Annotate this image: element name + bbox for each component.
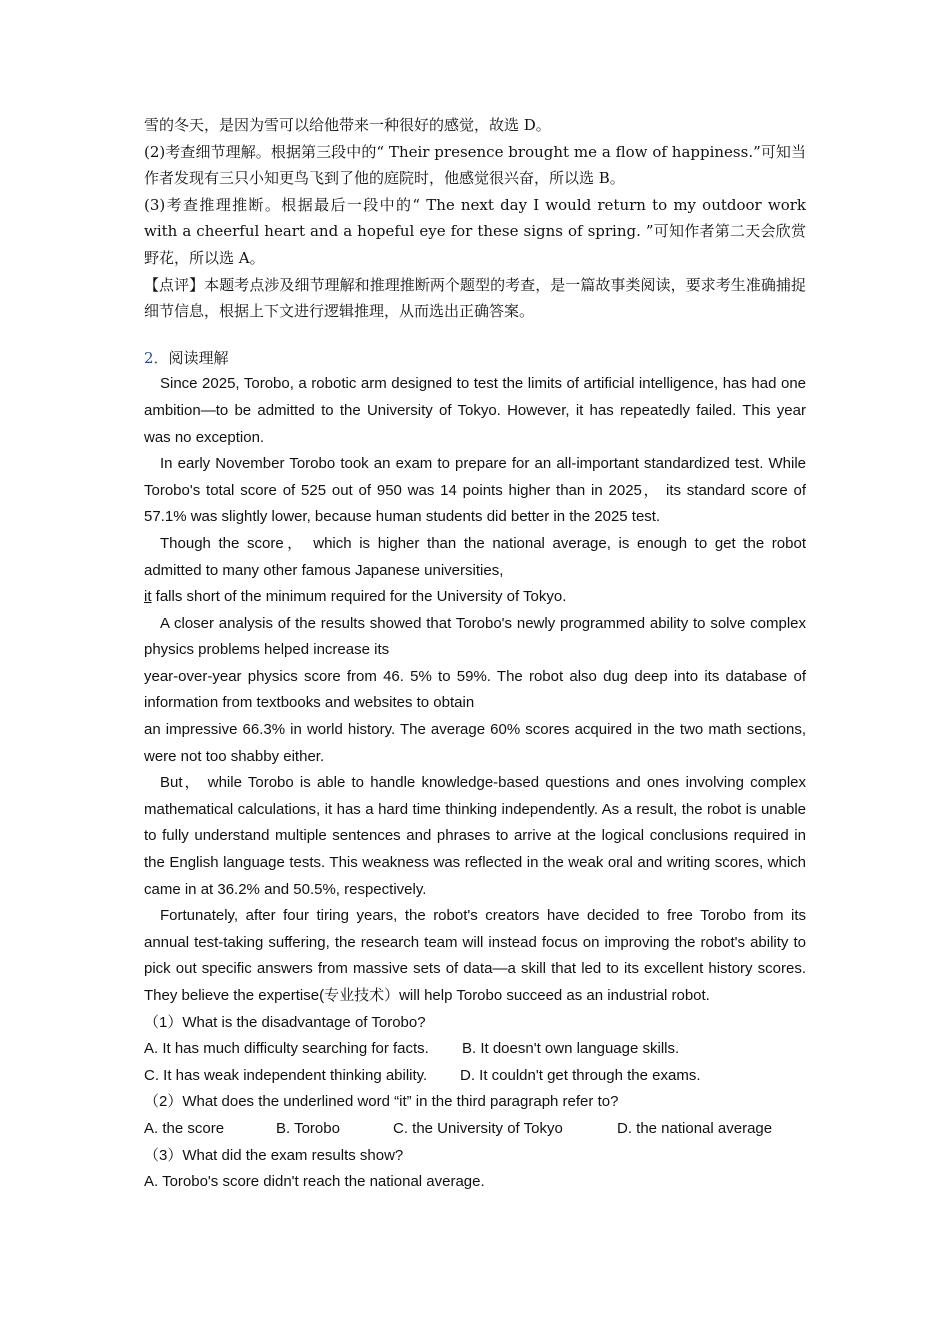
section-number: 2． [144, 348, 169, 367]
answer-3: (3)考查推理推断。根据最后一段中的“ The next day I would return to my outdoor work with a cheerful heart and a hopeful eye for these signs of spring. ”可知作者第二天会欣赏野花，所以选 A。 [144, 195, 806, 267]
question-1-options-row-2 [144, 1063, 806, 1090]
question-2-option-a: A. the score [144, 1119, 225, 1137]
comment: 【点评】本题考点涉及细节理解和推理推断两个题型的考查，是一篇故事类阅读，要求考生准确捕捉细节信息，根据上下文进行逻辑推理，从而选出正确答案。 [144, 275, 806, 321]
passage-paragraph-6: Fortunately, after four tiring years, the robot's creators have decided to free Torobo from its annual test-taking suffering, the research team will instead focus on improving the robot's ability to pick out specific answers from massive sets of data—a skill that led to its excellent history scores. They believe the expertise(专业技术）will help Torobo succeed as an industrial robot. [144, 907, 806, 1004]
passage-paragraph-1: Since 2025, Torobo, a robotic arm designed to test the limits of artificial intelligence, has had one ambition—to be admitted to the University of Tokyo. However, it has repeatedly failed. This year was no exception. [144, 375, 806, 446]
question-1-stem: （1）What is the disadvantage of Torobo? [144, 1013, 426, 1031]
question-2-stem: （2）What does the underlined word “it” in the third paragraph refer to? [144, 1093, 619, 1111]
document-page [144, 112, 806, 1196]
passage-paragraph-4b: year-over-year physics score from 46. 5% to 59%. The robot also dug deep into its database of information from textbooks and websites to obtain [144, 667, 806, 712]
passage-paragraph-5: But， while Torobo is able to handle knowledge-based questions and ones involving complex mathematical calculations, it has a hard time thinking independently. As a result, the robot is unable to fully understand multiple sentences and phrases to arrive at the logical conclusions required in the English language tests. This weakness was reflected in the weak oral and writing scores, which came in at 36.2% and 50.5%, respectively. [144, 774, 806, 898]
question-3-option-a: A. Torobo's score didn't reach the national average. [144, 1173, 485, 1191]
passage-paragraph-3a: Though the score， which is higher than the national average, is enough to get the robot admitted to many other famous Japanese universities, [144, 534, 806, 579]
question-1-option-a: A. It has much difficulty searching for facts. [144, 1040, 429, 1058]
question-2-option-d: D. the national average [617, 1119, 773, 1137]
question-1-option-b: B. It doesn't own language skills. [462, 1040, 680, 1058]
answer-line-1: 雪的冬天，是因为雪可以给他带来一种很好的感觉，故选 D。 [144, 116, 551, 134]
section-heading [144, 345, 806, 372]
passage-paragraph-2: In early November Torobo took an exam to prepare for an all-important standardized test. While Torobo's total score of 525 out of 950 was 14 points higher than in 2025， its standard score of 57.1% was slightly lower, because human students did better in the 2025 test. [144, 455, 806, 526]
passage-paragraph-4c: an impressive 66.3% in world history. The average 60% scores acquired in the two math sections, were not too shabby either. [144, 721, 806, 765]
question-2-option-c: C. the University of Tokyo [393, 1119, 563, 1137]
question-1-option-c: C. It has weak independent thinking ability. [144, 1066, 428, 1084]
underlined-word-it: it [144, 588, 152, 606]
answer-2: (2)考查细节理解。根据第三段中的“ Their presence brought me a flow of happiness.”可知当作者发现有三只小知更鸟飞到了他的庭院时，他感觉很兴奋，所以选 B。 [144, 142, 806, 188]
question-2-option-b: B. Torobo [276, 1119, 340, 1137]
question-3-stem: （3）What did the exam results show? [144, 1146, 404, 1164]
passage-paragraph-4a: A closer analysis of the results showed that Torobo's newly programmed ability to solve complex physics problems helped increase its [144, 614, 806, 659]
section-title: 阅读理解 [168, 348, 229, 367]
passage-paragraph-3b-text: falls short of the minimum required for the University of Tokyo. [151, 588, 567, 606]
question-1-option-d: D. It couldn't get through the exams. [460, 1066, 701, 1084]
question-2-options-row [144, 1116, 806, 1143]
passage-paragraph-3b [144, 584, 806, 611]
question-1-options-row-1 [144, 1036, 806, 1063]
